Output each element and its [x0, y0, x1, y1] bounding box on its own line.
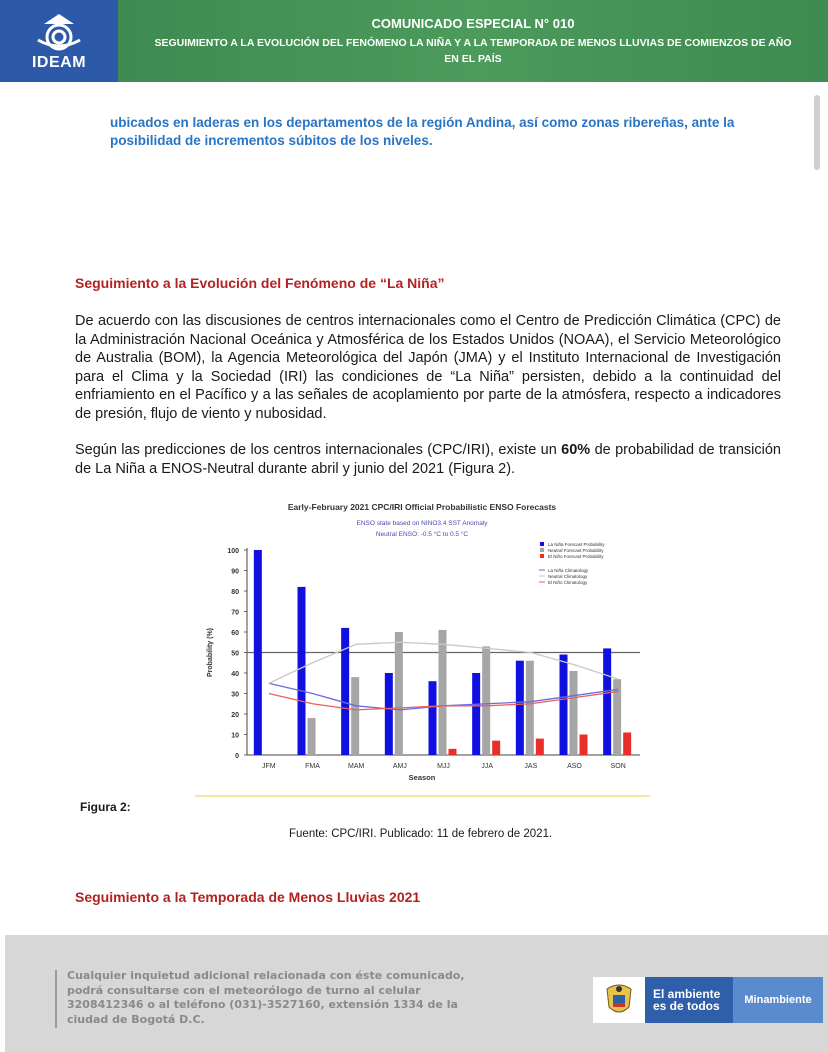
bar-neutral: [351, 677, 359, 755]
header-band: [118, 0, 828, 82]
x-tick-label: JAS: [524, 763, 538, 770]
page-title: COMUNICADO ESPECIAL N° 010: [371, 15, 575, 31]
footer-contact-text: Cualquier inquietud adicional relacionada con éste comunicado, podrá consultarse con el meteorólogo de turno al celular 3208412346 o al teléfono (031)-3527160, extensión 1334 de la ciudad de Bogotá D.C.: [67, 969, 465, 1026]
y-tick-label: 40: [231, 671, 239, 678]
chart-title: Early-February 2021 CPC/IRI Official Probabilistic ENSO Forecasts: [287, 502, 557, 512]
paragraph-prediction-end: de probabilidad de transición de La Niña a ENOS-Neutral durante abril y junio del 2021 (Figura 2).: [75, 442, 781, 477]
bar-neutral: [395, 632, 403, 755]
bar-nina: [472, 673, 480, 755]
legend-swatch-neutral: [540, 548, 544, 552]
bar-nina: [341, 628, 349, 755]
y-tick-label: 20: [231, 712, 239, 719]
y-tick-label: 60: [231, 630, 239, 637]
enso-forecast-chart: [195, 495, 650, 795]
bar-neutral: [439, 630, 447, 755]
legend-label: La Niña Climatology: [548, 568, 589, 573]
paragraph-prediction: [75, 441, 781, 478]
bar-nina: [429, 681, 437, 755]
y-tick-label: 90: [231, 568, 239, 576]
page-header: [0, 0, 828, 82]
y-tick-label: 0: [235, 753, 239, 760]
intro-text: ubicados en laderas en los departamentos de la región Andina, así como zonas ribereñas, ante la posibilidad de incrementos súbitos de los niveles.: [110, 115, 735, 148]
bar-nino: [623, 732, 631, 755]
y-tick-label: 70: [231, 609, 239, 617]
legend-label: La Niña Forecast Probability: [548, 542, 605, 547]
paragraph-prediction-start: Según las predicciones de los centros internacionales (CPC/IRI), existe un: [75, 442, 562, 458]
government-logos: [593, 977, 823, 1023]
colombia-shield-icon: [593, 977, 645, 1023]
legend-label: El Niño Forecast Probability: [548, 554, 604, 559]
x-tick-label: JFM: [262, 763, 276, 770]
y-tick-label: 80: [231, 589, 239, 596]
footer-divider: [55, 970, 57, 1028]
paragraph-discussion: De acuerdo con las discusiones de centros internacionales como el Centro de Predicción Climática (CPC) de la Administración Nacional Oceánica y Atmosférica de los Estados Unidos (NOAA), el Servicio Meteorológico de Australia (BOM), la Agencia Meteorológica del Japón (JMA) y el Instituto Internacional de Investigación para el Clima y la Sociedad (IRI) las condiciones de “La Niña” persisten, debido a la continuidad del enfriamiento en el Pacífico y a las señales de acoplamiento por parte de la atmósfera, respecto a indicadores de presión, flujo de viento y nubosidad.: [75, 313, 781, 422]
probability-highlight: 60%: [561, 442, 591, 458]
x-tick-label: FMA: [305, 763, 320, 770]
bar-nina: [254, 550, 262, 755]
y-tick-label: 10: [231, 732, 239, 740]
legend-label: Neutral Climatology: [548, 574, 588, 579]
bar-nina: [603, 648, 611, 755]
bar-nina: [385, 673, 393, 755]
bar-nino: [492, 741, 500, 755]
figure-label: Figura 2:: [80, 800, 131, 814]
legend-label: El Niño Climatology: [548, 580, 588, 585]
y-tick-label: 30: [231, 691, 239, 699]
bar-nina: [560, 655, 568, 755]
scrollbar[interactable]: [814, 95, 820, 170]
x-tick-label: MJJ: [437, 763, 450, 770]
ambiente-line1: El ambiente: [653, 987, 721, 1001]
x-tick-label: JJA: [481, 763, 494, 770]
legend-swatch-nina: [540, 542, 544, 546]
enso-forecast-figure: [195, 495, 650, 797]
logo-text: IDEAM: [31, 54, 87, 71]
minambiente-logo: Minambiente: [733, 977, 823, 1023]
chart-subtitle-1: ENSO state based on NINO3.4 SST Anomaly: [356, 520, 488, 527]
bar-neutral: [308, 718, 316, 755]
ideam-logo: [0, 0, 118, 82]
section-title-season: Seguimiento a la Temporada de Menos Lluvias 2021: [75, 889, 421, 905]
bar-nina: [298, 587, 306, 755]
bar-nino: [449, 749, 457, 755]
bar-nina: [516, 661, 524, 755]
x-axis-label: Season: [408, 773, 436, 782]
x-tick-label: AMJ: [392, 763, 407, 770]
bar-nino: [580, 735, 588, 756]
el-ambiente-logo: [645, 977, 733, 1023]
bar-neutral: [570, 671, 578, 755]
y-tick-label: 100: [227, 548, 239, 555]
y-tick-label: 50: [231, 650, 239, 658]
bar-neutral: [482, 646, 490, 755]
legend-swatch-nino: [540, 554, 544, 558]
ideam-swirl-icon: [24, 10, 94, 52]
x-tick-label: SON: [610, 763, 626, 770]
y-axis-label: Probability (%): [207, 627, 214, 678]
bar-neutral: [526, 661, 534, 755]
chart-subtitle-2: Neutral ENSO: -0.5 °C to 0.5 °C: [375, 531, 469, 538]
page-footer: [5, 935, 828, 1052]
x-tick-label: ASO: [567, 763, 582, 770]
legend-label: Neutral Forecast Probability: [548, 548, 604, 553]
section-title-nina: Seguimiento a la Evolución del Fenómeno de “La Niña”: [75, 275, 445, 291]
page-subtitle: SEGUIMIENTO A LA EVOLUCIÓN DEL FENÓMENO LA NIÑA Y A LA TEMPORADA DE MENOS LLUVIAS DE COMIENZOS DE AÑO EN EL PAÍS: [154, 36, 792, 65]
figure-source: Fuente: CPC/IRI. Publicado: 11 de febrero de 2021.: [289, 828, 553, 840]
ambiente-line2: es de todos: [653, 999, 720, 1013]
bar-nino: [536, 739, 544, 755]
x-tick-label: MAM: [347, 763, 365, 770]
